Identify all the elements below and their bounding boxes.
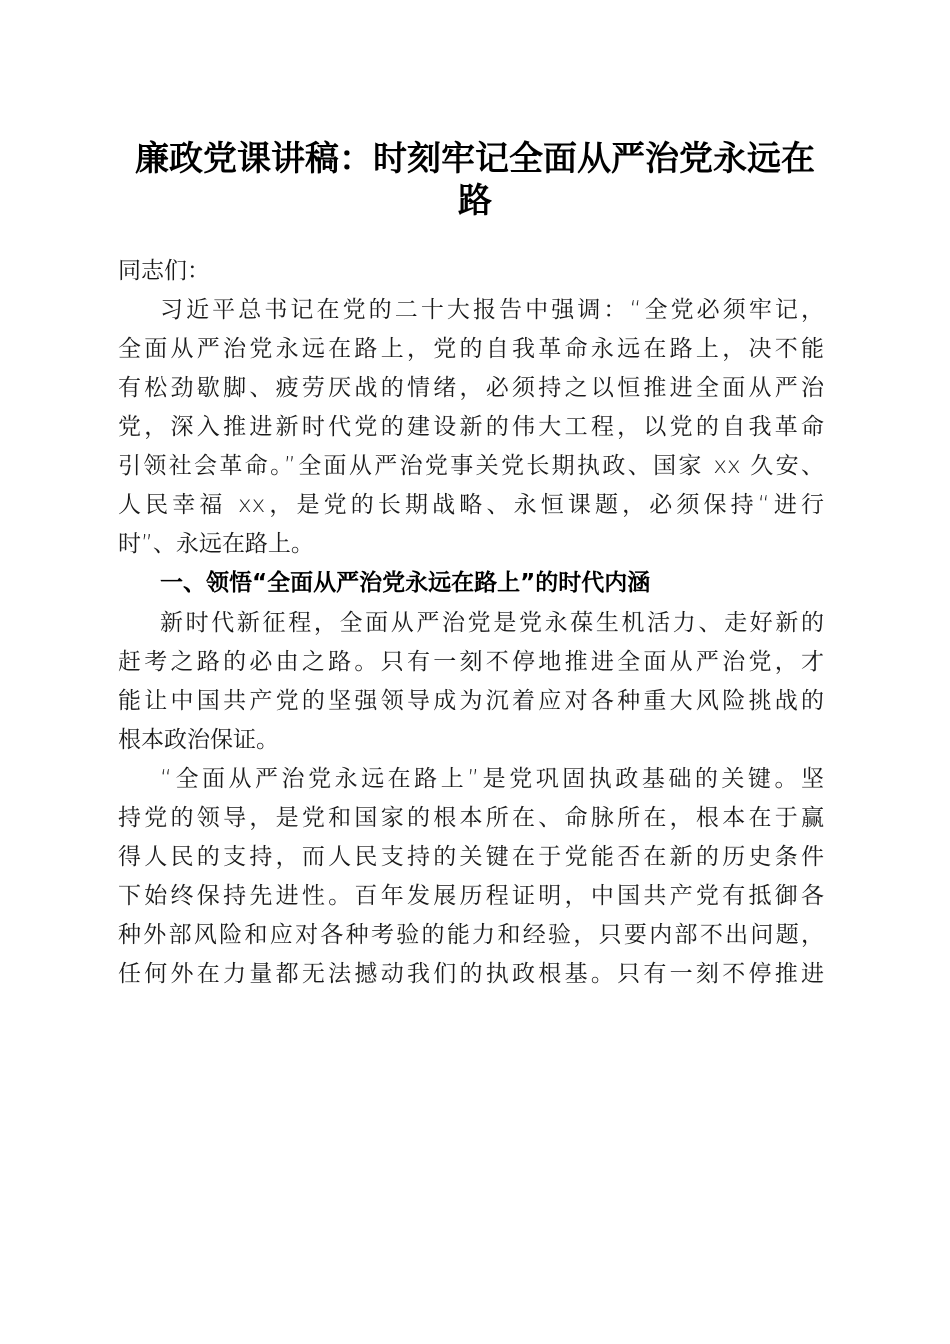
paragraph-1-line: 人民幸福 xx，是党的长期战略、永恒课题，必须保持“进行 xyxy=(118,492,824,518)
paragraph-3-line: 任何外在力量都无法撼动我们的执政根基。只有一刻不停推进 xyxy=(118,961,824,987)
paragraph-2-line: 根本政治保证。 xyxy=(118,727,279,753)
paragraph-1-line: 党，深入推进新时代党的建设新的伟大工程，以党的自我革命 xyxy=(118,414,824,440)
document-title-line-2: 路 xyxy=(458,181,492,221)
salutation: 同志们： xyxy=(118,258,210,284)
paragraph-1-line: 有松劲歇脚、疲劳厌战的情绪，必须持之以恒推进全面从严治 xyxy=(118,375,824,401)
paragraph-1-line: 引领社会革命。”全面从严治党事关党长期执政、国家 xx 久安、 xyxy=(118,453,824,479)
paragraph-3-line: “全面从严治党永远在路上”是党巩固执政基础的关键。坚 xyxy=(160,766,824,792)
section-heading-1: 一、领悟“全面从严治党永远在路上”的时代内涵 xyxy=(160,570,651,596)
paragraph-3-line: 种外部风险和应对各种考验的能力和经验，只要内部不出问题， xyxy=(118,922,824,948)
document-title-line-1: 廉政党课讲稿：时刻牢记全面从严治党永远在 xyxy=(135,139,815,179)
paragraph-2-line: 能让中国共产党的坚强领导成为沉着应对各种重大风险挑战的 xyxy=(118,688,824,714)
paragraph-2-line: 赶考之路的必由之路。只有一刻不停地推进全面从严治党，才 xyxy=(118,649,824,675)
paragraph-1-line: 习近平总书记在党的二十大报告中强调：“全党必须牢记， xyxy=(160,297,824,323)
paragraph-3-line: 下始终保持先进性。百年发展历程证明，中国共产党有抵御各 xyxy=(118,883,824,909)
paragraph-1-line: 时”、永远在路上。 xyxy=(118,531,314,557)
paragraph-3-line: 得人民的支持，而人民支持的关键在于党能否在新的历史条件 xyxy=(118,844,824,870)
paragraph-2-line: 新时代新征程，全面从严治党是党永葆生机活力、走好新的 xyxy=(160,610,824,636)
paragraph-3-line: 持党的领导，是党和国家的根本所在、命脉所在，根本在于赢 xyxy=(118,805,824,831)
paragraph-1-line: 全面从严治党永远在路上，党的自我革命永远在路上，决不能 xyxy=(118,336,824,362)
